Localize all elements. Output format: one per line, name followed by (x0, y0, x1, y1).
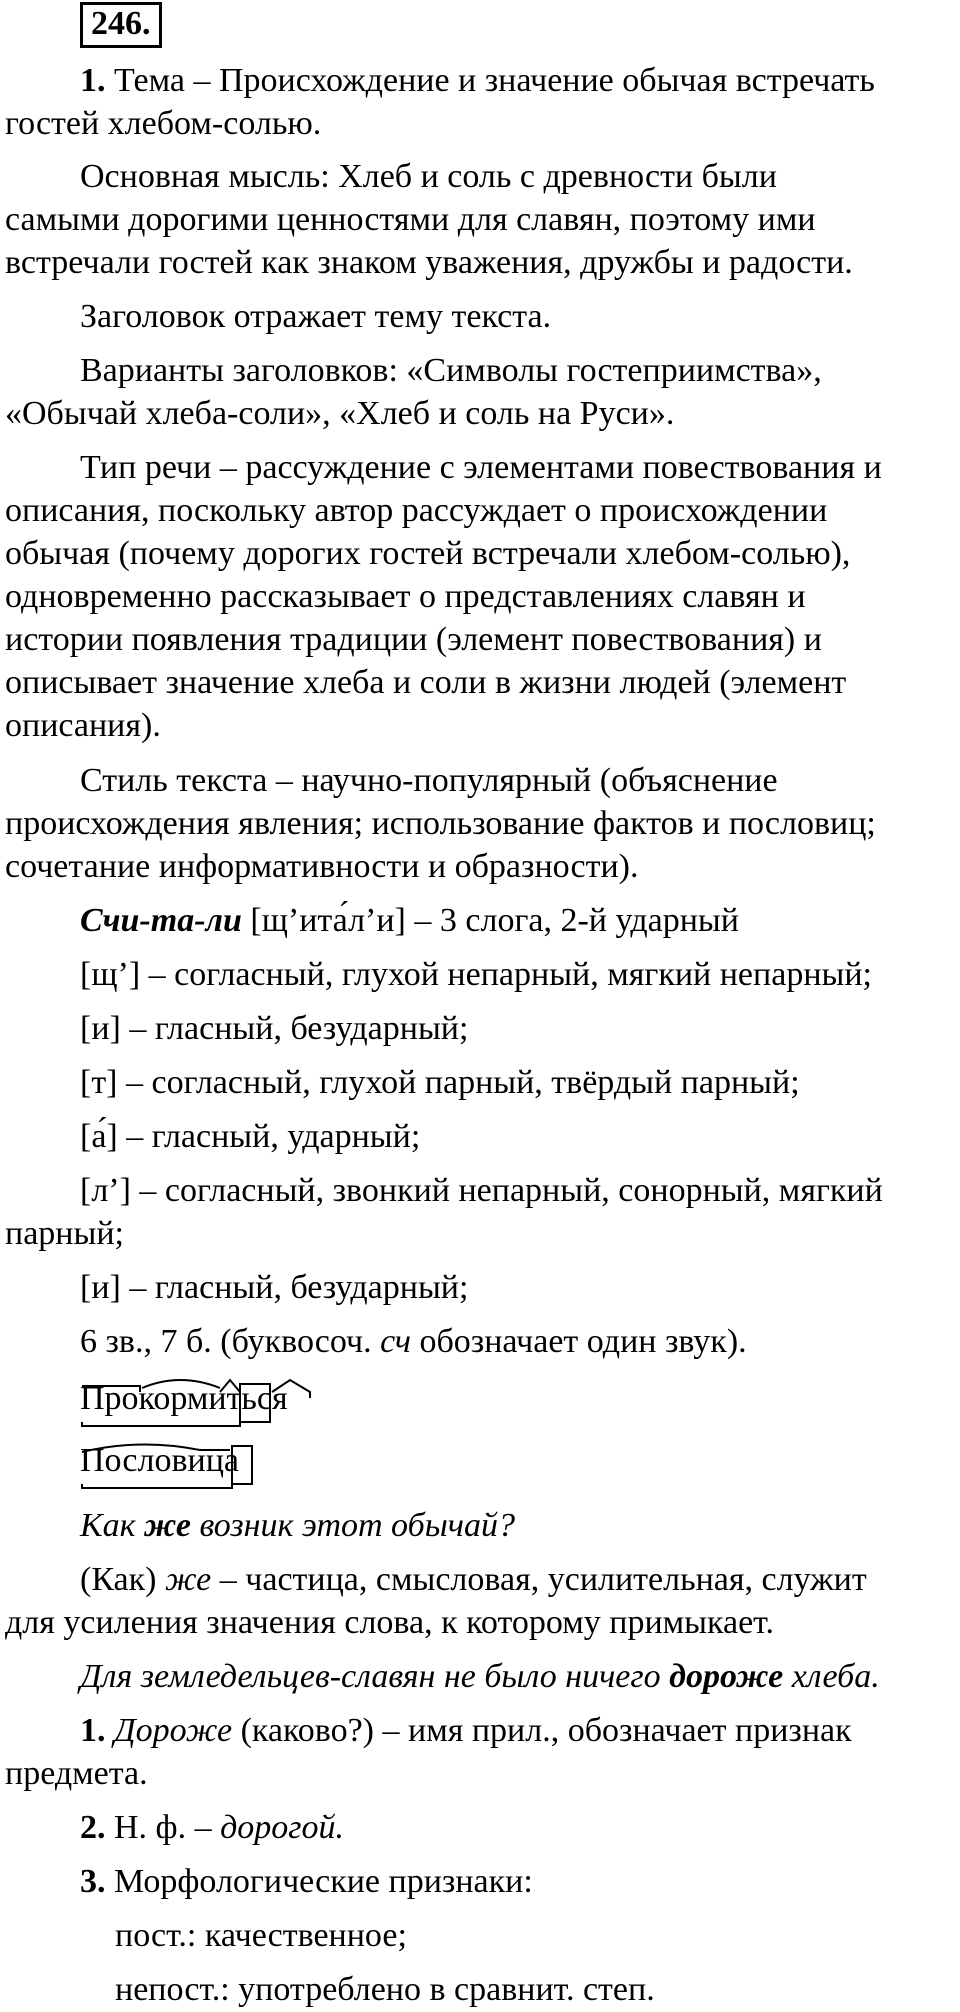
text-segment: возник этот обычай? (191, 1507, 515, 1544)
text-line (5, 533, 850, 575)
text-segment: гостей хлебом-солью. (5, 105, 322, 142)
text-segment: Тема – Происхождение и значение обычая встречать (105, 62, 875, 99)
text-segment: происхождения явления; использование фактов и пословиц; (5, 805, 876, 842)
morpheme-word-text: Прокормиться (80, 1380, 288, 1417)
text-segment: [л’] – согласный, звонкий непарный, сонорный, мягкий (80, 1172, 883, 1209)
text-segment: же (143, 1507, 191, 1544)
text-segment: Основная мысль: Хлеб и соль с древности были (80, 158, 777, 195)
text-line (80, 156, 777, 198)
text-segment: Как (80, 1507, 144, 1544)
text-line (5, 490, 827, 532)
text-segment: Для земледельцев-славян не было ничего (80, 1658, 670, 1695)
text-segment: самыми дорогими ценностями для славян, поэтому ими (5, 201, 816, 238)
text-line (5, 242, 853, 284)
text-line (5, 1602, 774, 1644)
text-segment: [т] – согласный, глухой парный, твёрдый парный; (80, 1064, 800, 1101)
text-segment: Стиль текста – научно-популярный (объяснение (80, 762, 778, 799)
text-line (5, 576, 806, 618)
text-segment: [и] – гласный, безударный; (80, 1269, 469, 1306)
text-line (5, 705, 161, 747)
text-segment: Варианты заголовков: «Символы гостеприимства», (80, 352, 822, 389)
text-segment: пост.: качественное; (115, 1917, 407, 1954)
suffix-caret (220, 1380, 240, 1392)
text-segment: (каково?) – имя прил., обозначает признак (232, 1712, 852, 1749)
text-segment: Морфологические признаки: (105, 1863, 533, 1900)
text-line (5, 662, 846, 704)
text-segment: предмета. (5, 1755, 148, 1792)
text-line (80, 1116, 420, 1158)
text-segment: [а́] – гласный, ударный; (80, 1118, 421, 1155)
text-segment (106, 1712, 115, 1749)
text-line (80, 60, 875, 102)
text-segment: Тип речи – рассуждение с элементами повествования и (80, 449, 882, 486)
text-line (80, 350, 822, 392)
task-number: 246. (80, 2, 162, 48)
text-line (5, 1753, 148, 1795)
root-arc (82, 1444, 230, 1452)
text-line (80, 1710, 852, 1752)
text-line (80, 1559, 867, 1601)
text-segment: обозначает один звук). (410, 1323, 747, 1360)
morpheme-word-text: Пословица (80, 1442, 239, 1479)
text-segment: «Обычай хлеба-соли», «Хлеб и соль на Руси». (5, 395, 675, 432)
text-line (5, 1213, 124, 1255)
text-segment: 1. (80, 1712, 106, 1749)
text-line (80, 954, 872, 996)
text-segment: 6 зв., 7 б. (буквосоч. (80, 1323, 381, 1360)
morpheme-word-poslovitsa (80, 1440, 280, 1490)
text-line (80, 1807, 344, 1849)
stem-bracket (82, 1484, 232, 1488)
text-line (5, 619, 822, 661)
text-line (80, 760, 778, 802)
text-line (80, 1505, 515, 1547)
ending-box (240, 1384, 270, 1422)
text-segment: сочетание информативности и образности). (5, 848, 639, 885)
text-line (80, 1861, 533, 1903)
text-line (80, 296, 551, 338)
text-line (80, 1008, 468, 1050)
postfix-caret (272, 1380, 310, 1398)
text-line (80, 447, 882, 489)
stem-bracket (82, 1422, 240, 1426)
text-segment: Н. ф. – (105, 1809, 221, 1846)
morpheme-marks (80, 1378, 320, 1428)
text-line (5, 393, 674, 435)
text-segment: же (164, 1561, 212, 1598)
root-arc (142, 1380, 220, 1388)
text-line (5, 846, 638, 888)
text-line (80, 900, 739, 942)
text-segment: истории появления традиции (элемент повествования) и (5, 621, 822, 658)
text-line (115, 1915, 407, 1957)
text-line (80, 1267, 468, 1309)
text-segment: обычая (почему дорогих гостей встречали хлебом-солью), (5, 535, 851, 572)
text-segment: 3. (80, 1863, 106, 1900)
text-segment: Счи-та-ли (80, 902, 242, 939)
text-segment: для усиления значения слова, к которому примыкает. (5, 1604, 774, 1641)
text-line (80, 1062, 800, 1104)
text-line (5, 803, 876, 845)
text-line (80, 1170, 883, 1212)
text-segment: одновременно рассказывает о представлениях славян и (5, 578, 806, 615)
text-segment: встречали гостей как знаком уважения, дружбы и радости. (5, 244, 853, 281)
text-segment: непост.: употреблено в сравнит. степ. (115, 1971, 655, 2008)
text-segment: – частица, смысловая, усилительная, служит (211, 1561, 867, 1598)
text-segment: 2. (80, 1809, 106, 1846)
ending-box (232, 1446, 252, 1484)
text-segment: сч (380, 1323, 411, 1360)
text-line (80, 1656, 880, 1698)
text-segment: (Как) (80, 1561, 165, 1598)
text-segment: [и] – гласный, безударный; (80, 1010, 469, 1047)
text-segment: описания). (5, 707, 161, 744)
morpheme-word-prokormitsya (80, 1378, 320, 1428)
text-segment: парный; (5, 1215, 124, 1252)
text-line (115, 1969, 655, 2011)
prefix-mark (82, 1386, 140, 1392)
text-line (5, 199, 816, 241)
text-line (80, 1321, 747, 1363)
text-segment: дорогой. (220, 1809, 345, 1846)
text-segment: дороже (669, 1658, 784, 1695)
text-segment: описания, поскольку автор рассуждает о происхождении (5, 492, 828, 529)
text-segment: хлеба. (783, 1658, 880, 1695)
text-segment: [щ’] – согласный, глухой непарный, мягкий непарный; (80, 956, 872, 993)
text-segment: Заголовок отражает тему текста. (80, 298, 552, 335)
text-line (5, 103, 321, 145)
text-segment: [щ’ита́л’и] – 3 слога, 2-й ударный (241, 902, 739, 939)
text-segment: Дороже (114, 1712, 233, 1749)
text-segment: 1. (80, 62, 106, 99)
morpheme-marks (80, 1440, 280, 1490)
text-segment: описывает значение хлеба и соли в жизни людей (элемент (5, 664, 847, 701)
